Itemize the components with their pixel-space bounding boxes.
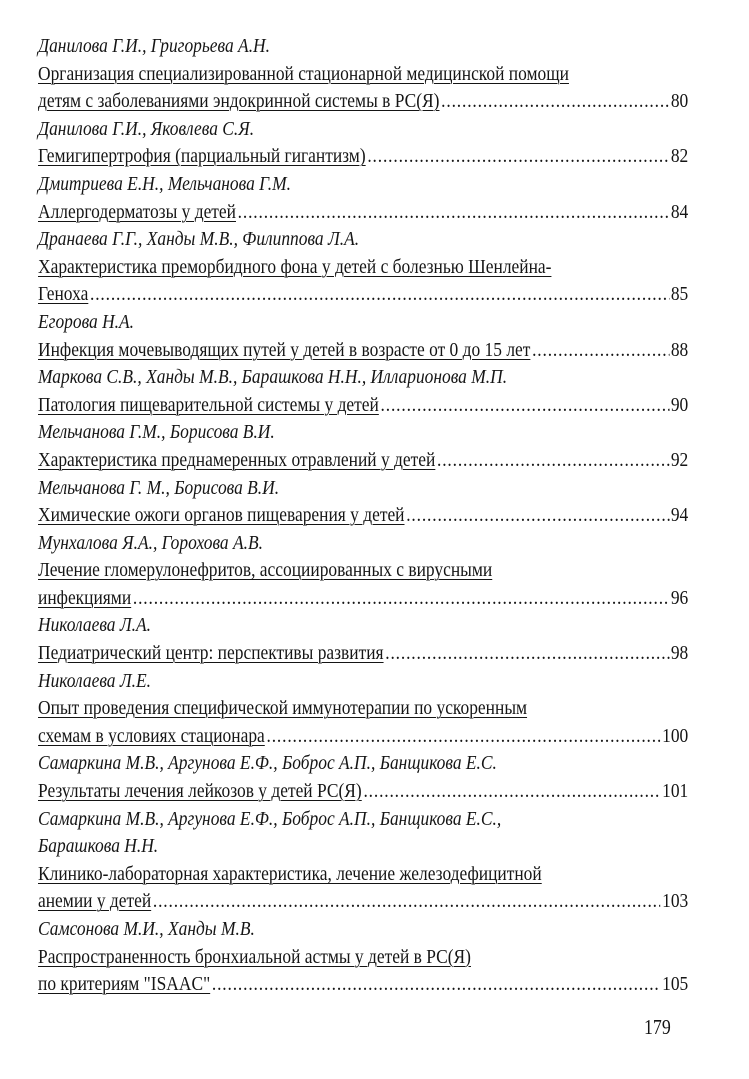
entry-page-number: 80 — [670, 90, 689, 113]
entry-title-link[interactable]: Клинико-лабораторная характеристика, лечение железодефицитной — [38, 862, 542, 885]
entry-page-number: 85 — [670, 283, 689, 306]
entry-title-link[interactable]: Характеристика преморбидного фона у детей с болезнью Шенлейна- — [38, 255, 552, 278]
toc-entry[interactable] — [38, 309, 688, 364]
toc-entry[interactable] — [38, 116, 688, 171]
entry-authors: Дранаева Г.Г., Ханды М.В., Филиппова Л.А. — [38, 228, 360, 251]
entry-authors: Данилова Г.И., Яковлева С.Я. — [38, 117, 255, 140]
dot-leader — [212, 971, 661, 999]
toc-entry[interactable] — [38, 419, 688, 474]
entry-title-link[interactable]: Опыт проведения специфической иммунотерапии по ускоренным — [38, 697, 528, 720]
entry-page-number: 82 — [670, 145, 689, 168]
entry-page-number: 100 — [662, 724, 689, 747]
toc-entry[interactable] — [38, 364, 688, 419]
entry-authors: Дмитриева Е.Н., Мельчанова Г.М. — [38, 172, 291, 195]
dot-leader — [441, 88, 669, 116]
table-of-contents — [38, 33, 688, 999]
entry-page-number: 98 — [670, 642, 689, 665]
dot-leader — [381, 392, 670, 420]
entry-authors-continued: Барашкова Н.Н. — [38, 835, 159, 858]
toc-entry[interactable] — [38, 226, 688, 309]
entry-title-link[interactable]: инфекциями — [38, 586, 132, 609]
dot-leader — [363, 778, 660, 806]
entry-page-number: 88 — [670, 338, 689, 361]
dot-leader — [238, 199, 669, 227]
entry-page-number: 101 — [662, 780, 689, 803]
entry-title-link[interactable]: схемам в условиях стационара — [38, 724, 265, 747]
toc-entry[interactable] — [38, 33, 688, 116]
toc-entry[interactable] — [38, 916, 688, 999]
entry-authors: Данилова Г.И., Григорьева А.Н. — [38, 35, 270, 57]
dot-leader — [367, 143, 669, 171]
dot-leader — [266, 723, 660, 751]
dot-leader — [437, 447, 669, 475]
entry-authors: Маркова С.В., Ханды М.В., Барашкова Н.Н., Илларионова М.П. — [38, 366, 508, 389]
toc-entry[interactable] — [38, 612, 688, 667]
entry-title-link[interactable]: Патология пищеварительной системы у детей — [38, 393, 379, 416]
entry-title-link[interactable]: Геноха — [38, 283, 89, 306]
entry-title-link[interactable]: Аллергодерматозы у детей — [38, 200, 236, 223]
toc-entry[interactable] — [38, 475, 688, 530]
toc-entry[interactable] — [38, 171, 688, 226]
toc-entry[interactable] — [38, 806, 688, 916]
dot-leader — [385, 640, 669, 668]
entry-title-link[interactable]: Характеристика преднамеренных отравлений у детей — [38, 448, 436, 471]
page-number: 179 — [644, 1015, 671, 1039]
entry-authors: Мельчанова Г.М., Борисова В.И. — [38, 421, 275, 444]
entry-title-link[interactable]: Организация специализированной стационарной медицинской помощи — [38, 62, 569, 85]
entry-authors: Николаева Л.А. — [38, 614, 151, 637]
dot-leader — [133, 585, 669, 613]
entry-page-number: 96 — [670, 586, 689, 609]
dot-leader — [532, 337, 669, 365]
entry-title-link[interactable]: Гемигипертрофия (парциальный гигантизм) — [38, 145, 366, 168]
entry-authors: Николаева Л.Е. — [38, 669, 151, 692]
entry-title-link[interactable]: Лечение гломерулонефритов, ассоциированных с вирусными — [38, 559, 493, 582]
entry-title-link[interactable]: анемии у детей — [38, 890, 152, 913]
entry-title-link[interactable]: детям с заболеваниями эндокринной системы в РС(Я) — [38, 90, 440, 113]
entry-page-number: 103 — [662, 890, 689, 913]
toc-entry[interactable] — [38, 530, 688, 613]
entry-title-link[interactable]: Распространенность бронхиальной астмы у детей в РС(Я) — [38, 945, 471, 968]
entry-authors: Мунхалова Я.А., Горохова А.В. — [38, 531, 263, 554]
toc-entry[interactable] — [38, 750, 688, 805]
entry-authors: Самаркина М.В., Аргунова Е.Ф., Боброс А.П., Банщикова Е.С., — [38, 807, 502, 830]
entry-page-number: 105 — [662, 973, 689, 996]
dot-leader — [90, 281, 669, 309]
toc-entry[interactable] — [38, 668, 688, 751]
entry-authors: Самаркина М.В., Аргунова Е.Ф., Боброс А.П., Банщикова Е.С. — [38, 752, 497, 775]
entry-title-link[interactable]: по критериям "ISAAC" — [38, 973, 211, 996]
dot-leader — [406, 502, 669, 530]
entry-authors: Мельчанова Г. М., Борисова В.И. — [38, 476, 280, 499]
entry-title-link[interactable]: Результаты лечения лейкозов у детей РС(Я) — [38, 780, 362, 803]
entry-authors: Егорова Н.А. — [38, 310, 135, 333]
entry-page-number: 94 — [670, 504, 689, 527]
entry-title-link[interactable]: Химические ожоги органов пищеварения у детей — [38, 504, 405, 527]
entry-page-number: 84 — [670, 200, 689, 223]
entry-page-number: 90 — [670, 393, 689, 416]
entry-title-link[interactable]: Педиатрический центр: перспективы развития — [38, 642, 384, 665]
entry-title-link[interactable]: Инфекция мочевыводящих путей у детей в возрасте от 0 до 15 лет — [38, 338, 531, 361]
dot-leader — [153, 888, 661, 916]
entry-page-number: 92 — [670, 448, 689, 471]
entry-authors: Самсонова М.И., Ханды М.В. — [38, 918, 255, 940]
